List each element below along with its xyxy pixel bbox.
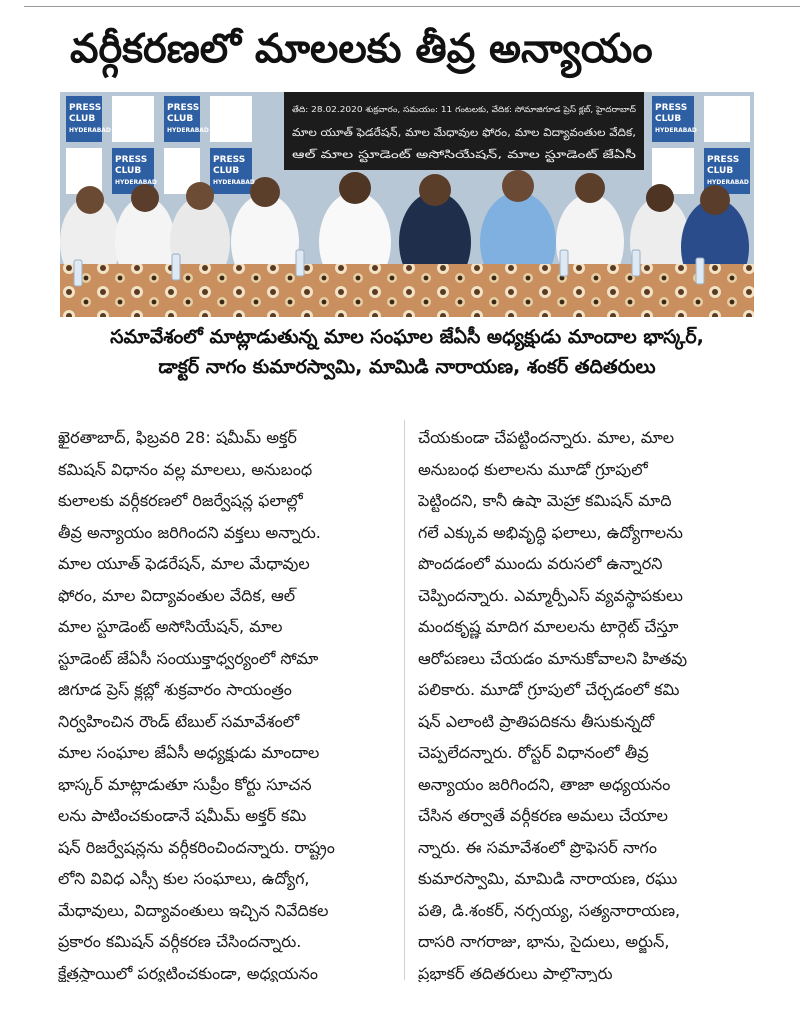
backdrop-logo-text: CLUB <box>707 166 734 176</box>
backdrop-logo-text: CLUB <box>167 114 194 124</box>
body-line: క్షేత్రస్థాయిలో పర్యటించకుండా, అధ్యయనం <box>58 963 318 982</box>
body-line: దాసరి నాగరాజు, భాను, సైదులు, అర్జున్, <box>418 932 670 951</box>
body-line: పతి, డి.శంకర్, నర్సయ్య, సత్యనారాయణ, <box>418 900 681 920</box>
backdrop-logo-text: HYDERABAD <box>213 179 255 186</box>
banner-text: మాల యూత్ ఫెడరేషన్, మాల మేధావుల ఫోరం, మాల విద్యావంతుల వేదిక, <box>292 126 612 139</box>
caption-line: డాక్టర్ నాగం కుమారస్వామి, మామిడి నారాయణ, శంకర్ తదితరులు <box>158 356 656 378</box>
backdrop-logo-text: PRESS <box>707 155 740 165</box>
body-line: లోని వివిధ ఎస్సీ కుల సంఘాలు, ఉద్యోగ, <box>58 869 310 888</box>
backdrop-logo-text: PRESS <box>69 103 102 113</box>
body-line: చేయకుండా చేపట్టిందన్నారు. మాల, మాల <box>418 428 675 447</box>
body-line: పెట్టిందని, కానీ ఉషా మెహ్రా కమిషన్ మాది <box>418 491 672 510</box>
backdrop-logo-text: PRESS <box>115 155 148 165</box>
body-line: న్నారు. ఈ సమావేశంలో ప్రొఫెసర్ నాగం <box>418 837 657 857</box>
body-line: కులాలకు వర్గీకరణలో రిజర్వేషన్ల ఫలాల్లో <box>58 491 303 510</box>
column-divider <box>404 420 405 980</box>
backdrop-logo-text: HYDERABAD <box>167 127 209 134</box>
page-edge <box>0 0 20 1021</box>
body-line: మందకృష్ణ మాదిగ మాలలను టార్గెట్ చేస్తూ <box>418 617 679 636</box>
backdrop-logo-text: CLUB <box>115 166 142 176</box>
body-line: ఫోరం, మాల విద్యావంతుల వేదిక, ఆల్ <box>58 585 296 605</box>
body-line: పొందడంలో ముందు వరుసలో ఉన్నారని <box>418 554 663 573</box>
backdrop-logo-text: HYDERABAD <box>115 179 157 186</box>
backdrop-logo-text: HYDERABAD <box>707 179 749 186</box>
body-line: అన్యాయం జరిగిందని, తాజా అధ్యయనం <box>418 774 671 794</box>
backdrop-logo-text: CLUB <box>213 166 240 176</box>
body-line: మాల స్టూడెంట్ అసోసియేషన్, మాల <box>58 617 283 636</box>
body-line: కమిషన్ విధానం వల్ల మాలలు, అనుబంధ <box>58 459 313 479</box>
body-line: గలే ఎక్కువ అభివృద్ధి ఫలాలు, ఉద్యోగాలను <box>418 522 683 542</box>
backdrop-logo-text: PRESS <box>655 103 688 113</box>
body-line: షన్ రిజర్వేషన్లను వర్గీకరించిందన్నారు. రాష్ట్రం <box>58 837 335 857</box>
body-line: స్టూడెంట్ జేఏసీ సంయుక్తాధ్వర్యంలో సోమా <box>58 648 319 668</box>
body-line: నిర్వహించిన రౌండ్ టేబుల్ సమావేశంలో <box>58 711 300 731</box>
body-line: చెప్పిందన్నారు. ఎమ్మార్పీఎస్ వ్యవస్థాపకులు <box>418 585 683 605</box>
news-photo <box>60 92 754 317</box>
body-line: అనుబంధ కులాలను మూడో గ్రూపులో <box>418 459 648 479</box>
backdrop-logo-text: HYDERABAD <box>655 127 697 134</box>
body-line: మాల సంఘాల జేఏసీ అధ్యక్షుడు మాందాల <box>58 743 320 762</box>
photo-caption <box>60 322 754 396</box>
body-line: ఖైరతాబాద్, ఫిబ్రవరి 28: షమీమ్ అక్తర్ <box>58 428 297 447</box>
backdrop-logo-text: CLUB <box>69 114 96 124</box>
backdrop-logo-text: HYDERABAD <box>69 127 111 134</box>
body-line: ఆరోపణలు చేయడం మానుకోవాలని హితవు <box>418 648 688 668</box>
body-line: కుమారస్వామి, మామిడి నారాయణ, రఘు <box>418 869 678 888</box>
body-line: జిగూడ ప్రెస్ క్లబ్లో శుక్రవారం సాయంత్రం <box>58 680 292 699</box>
body-line: మేధావులు, విద్యావంతులు ఇచ్చిన నివేదికల <box>58 900 329 920</box>
body-line: భాస్కర్ మాట్లాడుతూ సుప్రీం కోర్టు సూచన <box>58 774 312 794</box>
backdrop-logo-text: PRESS <box>213 155 246 165</box>
body-line: చెప్పలేదన్నారు. రోస్టర్ విధానంలో తీవ్ర <box>418 743 649 762</box>
body-line: ప్రభాకర్ తదితరులు పాల్గొన్నారు <box>418 963 613 982</box>
body-line: పలికారు. మూడో గ్రూపులో చేర్చడంలో కమి <box>418 680 680 699</box>
body-line: ప్రకారం కమిషన్ వర్గీకరణ చేసిందన్నారు. <box>58 932 302 951</box>
body-line: తీవ్ర అన్యాయం జరిగిందని వక్తలు అన్నారు. <box>58 522 321 542</box>
banner-text: తేది: 28.02.2020 శుక్రవారం, సమయం: 11 గంటలకు, వేదిక: సోమాజిగూడ ప్రెస్ క్లబ్, హైదరాబాద్ <box>292 105 599 114</box>
body-line: లను పాటించకుండానే షమీమ్ అక్తర్ కమి <box>58 806 307 825</box>
body-line: చేసిన తర్వాతే వర్గీకరణ అమలు చేయాల <box>418 806 668 825</box>
top-rule <box>24 6 800 7</box>
article-column-left <box>58 422 393 982</box>
caption-line: సమావేశంలో మాట్లాడుతున్న మాల సంఘాల జేఏసీ అధ్యక్షుడు మాందాల భాస్కర్, <box>110 326 704 348</box>
body-line: మాల యూత్ ఫెడరేషన్, మాల మేధావుల <box>58 554 310 573</box>
banner-text: ఆల్ మాల స్టూడెంట్ అసోసియేషన్, మాల స్టూడెంట్ జేఏసీ <box>292 148 535 161</box>
headline: వర్గీకరణలో మాలలకు తీవ్ర అన్యాయం <box>70 26 653 72</box>
article-column-right <box>418 422 753 982</box>
backdrop-logo-text: PRESS <box>167 103 200 113</box>
backdrop-logo-text: CLUB <box>655 114 682 124</box>
body-line: షన్ ఎలాంటి ప్రాతిపదికను తీసుకున్నదో <box>418 711 655 731</box>
